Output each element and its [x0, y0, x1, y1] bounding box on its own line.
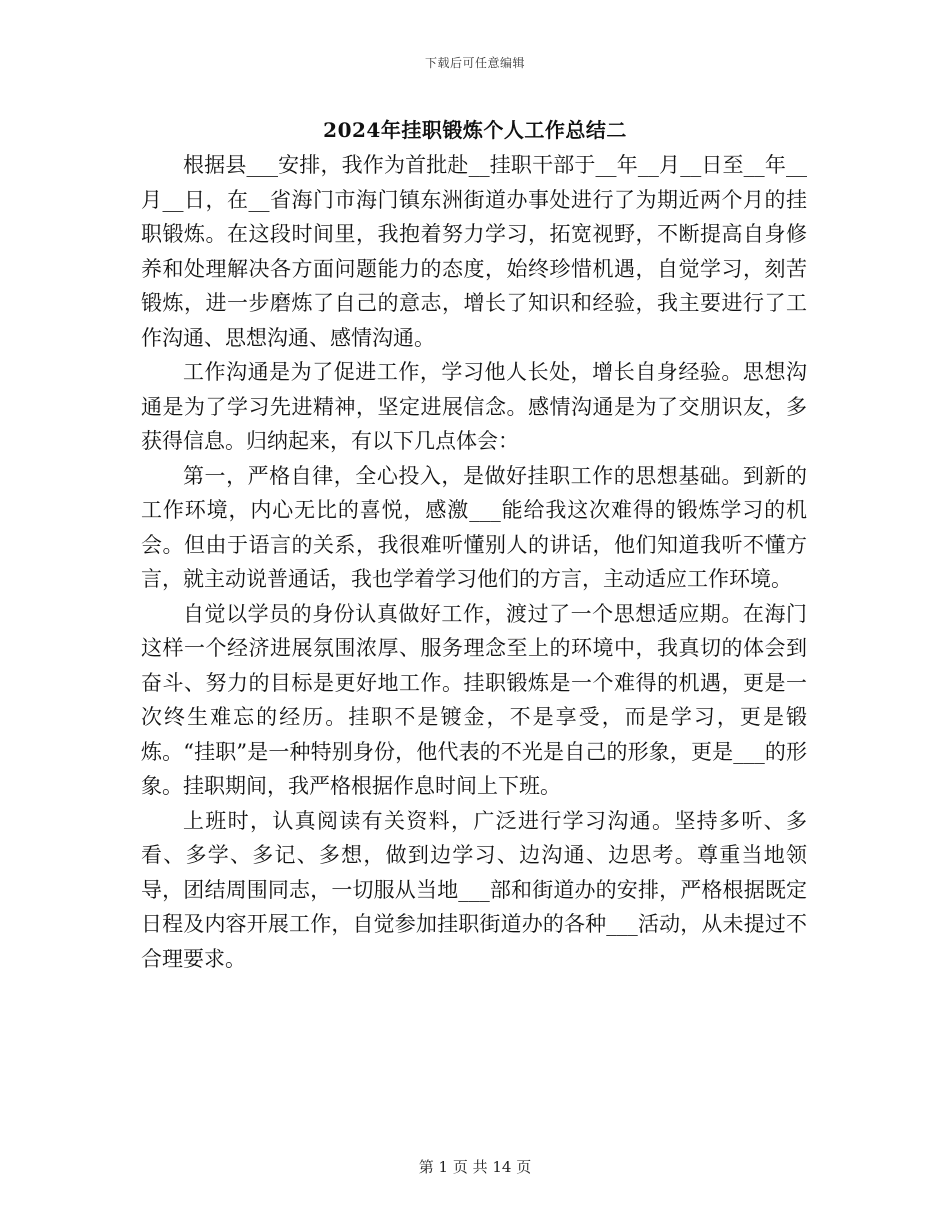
header-note: 下载后可任意编辑 [424, 56, 525, 70]
document-body [141, 148, 807, 976]
paragraph-2: 工作沟通是为了促进工作，学习他人长处，增长自身经验。思想沟通是为了学习先进精神，坚定进展信念。感情沟通是为了交朋识友，多获得信息。归纳起来，有以下几点体会： [141, 360, 807, 453]
page-number-footer: 第 1 页 共 14 页 [418, 1158, 532, 1176]
document-title: 2024年挂职锻炼个人工作总结二 [323, 118, 627, 142]
paragraph-3: 第一，严格自律，全心投入，是做好挂职工作的思想基础。到新的工作环境，内心无比的喜悦，感激___能给我这次难得的锻炼学习的机会。但由于语言的关系，我很难听懂别人的讲话，他们知道我听不懂方言，就主动说普通话，我也学着学习他们的方言，主动适应工作环境。 [141, 463, 807, 591]
paragraph-4: 自觉以学员的身份认真做好工作，渡过了一个思想适应期。在海门这样一个经济进展氛围浓厚、服务理念至上的环境中，我真切的体会到奋斗、努力的目标是更好地工作。挂职锻炼是一个难得的机遇，更是一次终生难忘的经历。挂职不是镀金，不是享受，而是学习，更是锻炼。“挂职”是一种特别身份，他代表的不光是自己的形象，更是___的形象。挂职期间，我严格根据作息时间上下班。 [141, 601, 807, 798]
paragraph-5: 上班时，认真阅读有关资料，广泛进行学习沟通。坚持多听、多看、多学、多记、多想，做到边学习、边沟通、边思考。尊重当地领导，团结周围同志，一切服从当地___部和街道办的安排，严格根据既定日程及内容开展工作，自觉参加挂职街道办的各种___活动，从未提过不合理要求。 [141, 808, 807, 971]
paragraph-1: 根据县___安排，我作为首批赴__挂职干部于__年__月__日至__年__月__日，在__省海门市海门镇东洲街道办事处进行了为期近两个月的挂职锻炼。在这段时间里，我抱着努力学习，拓宽视野，不断提高自身修养和处理解决各方面问题能力的态度，始终珍惜机遇，自觉学习，刻苦锻炼，进一步磨炼了自己的意志，增长了知识和经验，我主要进行了工作沟通、思想沟通、感情沟通。 [141, 153, 807, 350]
